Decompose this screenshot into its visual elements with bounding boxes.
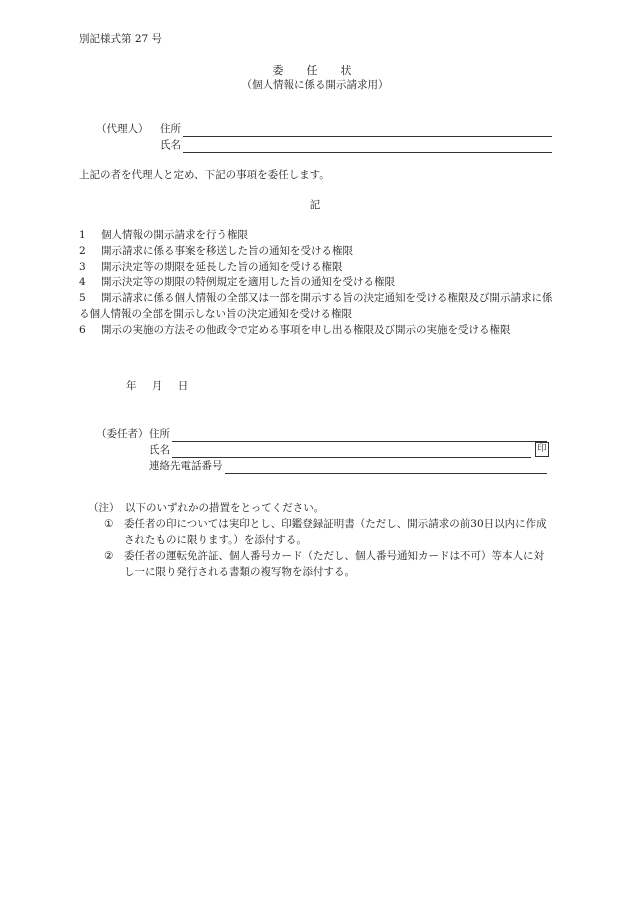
date-line [126, 379, 200, 394]
list-item [79, 275, 554, 291]
delegator-name-field[interactable] [149, 443, 547, 458]
delegator-address-line[interactable] [172, 429, 547, 442]
agent-name-label: 氏名 [160, 139, 181, 151]
delegated-items-list [79, 228, 554, 339]
agent-address-field[interactable] [160, 122, 552, 137]
delegator-label: （委任者） [96, 428, 149, 440]
agent-name-line[interactable] [183, 140, 552, 153]
delegator-address-field[interactable] [149, 427, 547, 442]
item-text: 開示決定等の期限の特例規定を適用した旨の通知を受ける権限 [101, 276, 395, 289]
delegator-phone-field[interactable] [149, 459, 547, 474]
delegator-address-label: 住所 [149, 428, 170, 440]
ki-heading: 記 [309, 199, 321, 211]
note-text: 委任者の運転免許証、個人番号カード（ただし、個人番号通知カードは不可）等本人に対し一に限り発行される書類の複写物を添付する。 [124, 550, 544, 578]
list-item [79, 244, 554, 260]
item-text: 開示請求に係る事案を移送した旨の通知を受ける権限 [101, 244, 353, 257]
form-title: 委 任 状 [272, 64, 358, 77]
list-item [79, 260, 554, 276]
date-month: 月 [151, 380, 163, 392]
declaration-text: 上記の者を代理人と定め、下記の事項を委任します。 [79, 169, 330, 181]
list-item [79, 228, 554, 244]
notes-heading: （注） [88, 502, 120, 514]
agent-label: （代理人） [96, 123, 149, 135]
item-number: 3 [79, 260, 86, 273]
delegator-name-line[interactable] [172, 445, 531, 458]
form-number: 別記様式第 27 号 [79, 33, 163, 45]
agent-address-label: 住所 [160, 123, 181, 135]
date-day: 日 [177, 380, 189, 392]
agent-name-field[interactable] [160, 138, 552, 153]
note-item [104, 549, 554, 581]
agent-address-line[interactable] [183, 124, 552, 137]
item-number: 5 [79, 292, 86, 305]
item-number: 2 [79, 244, 86, 257]
date-year: 年 [126, 380, 137, 392]
item-text: 開示決定等の期限を延長した旨の通知を受ける権限 [101, 260, 343, 273]
seal-box: 印 [535, 442, 549, 457]
notes-intro: 以下のいずれかの措置をとってください。 [125, 502, 325, 514]
delegator-name-label: 氏名 [149, 444, 170, 456]
note-item [104, 517, 554, 549]
note-mark: ① [104, 518, 114, 530]
item-text: 開示の実施の方法その他政令で定める事項を申し出る権限及び開示の実施を受ける権限 [101, 323, 511, 336]
list-item [79, 323, 554, 339]
note-text: 委任者の印については実印とし、印鑑登録証明書（ただし、開示請求の前30日以内に作成されたものに限ります。）を添付する。 [124, 518, 547, 546]
delegator-phone-label: 連絡先電話番号 [149, 460, 223, 472]
item-number: 1 [79, 229, 86, 241]
item-text: 開示請求に係る個人情報の全部又は一部を開示する旨の決定通知を受ける権限及び開示請求に係る個人情報の全部を開示しない旨の決定通知を受ける権限 [79, 292, 553, 320]
item-number: 6 [79, 323, 86, 336]
item-text: 個人情報の開示請求を行う権限 [101, 229, 248, 241]
note-mark: ② [104, 550, 114, 562]
delegator-phone-line[interactable] [225, 461, 548, 474]
form-subtitle: （個人情報に係る開示請求用） [241, 79, 389, 91]
list-item [79, 291, 554, 323]
item-number: 4 [79, 276, 86, 289]
